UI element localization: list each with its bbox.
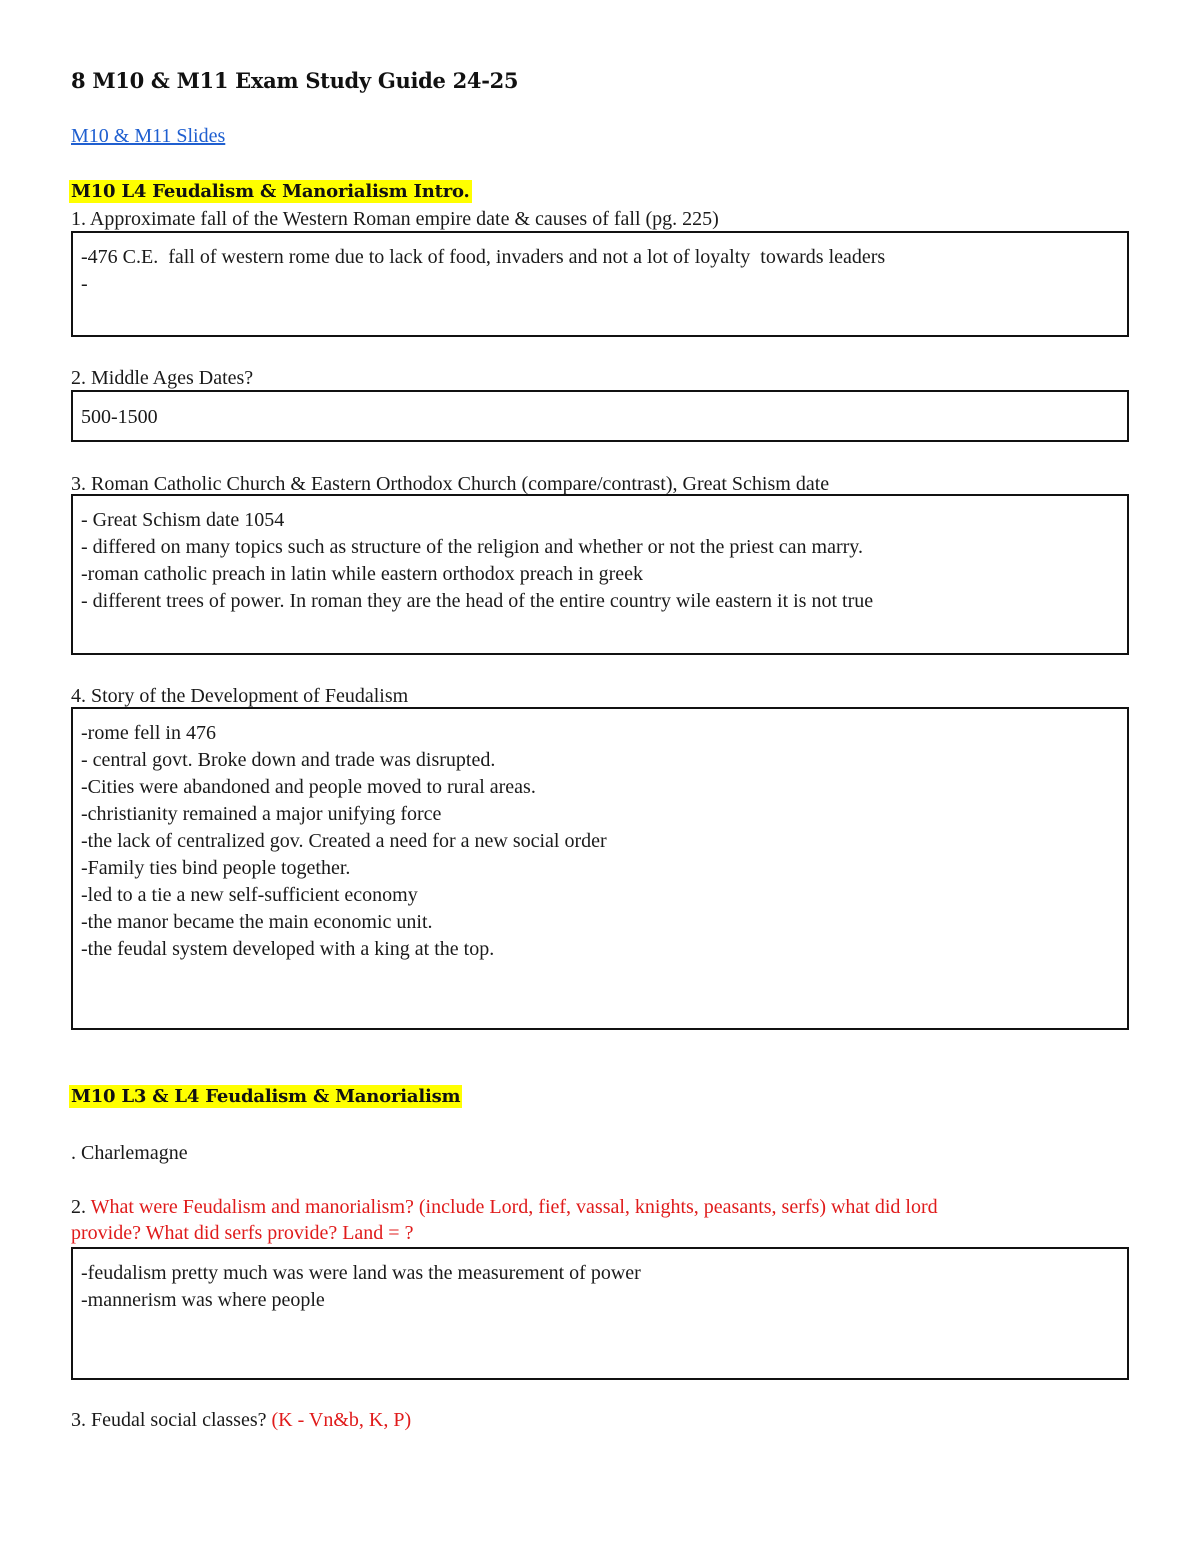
q2-answer-box[interactable]: [71, 390, 1129, 442]
q4-prompt: 4. Story of the Development of Feudalism: [71, 685, 409, 707]
slides-link[interactable]: M10 & M11 Slides: [71, 125, 226, 147]
s2-q2-prompt-line2: provide? What did serfs provide? Land = ?: [71, 1222, 414, 1244]
q4-answer-line: -christianity remained a major unifying force: [81, 803, 442, 825]
s2-q2-number: 2.: [71, 1196, 91, 1218]
q4-answer-line: -the manor became the main economic unit.: [81, 911, 433, 933]
page-title: 8 M10 & M11 Exam Study Guide 24-25: [71, 68, 519, 93]
q2-prompt: 2. Middle Ages Dates?: [71, 367, 254, 389]
q4-answer-line: -Family ties bind people together.: [81, 857, 351, 879]
q1-answer-line: -476 C.E. fall of western rome due to lack of food, invaders and not a lot of loyalty towards leaders: [81, 246, 886, 268]
q3-prompt: 3. Roman Catholic Church & Eastern Orthodox Church (compare/contrast), Great Schism date: [71, 473, 830, 495]
section2-heading: M10 L3 & L4 Feudalism & Manorialism: [71, 1086, 461, 1107]
q4-answer-line: -the lack of centralized gov. Created a need for a new social order: [81, 830, 607, 852]
s2-q2-prompt: [71, 1194, 938, 1246]
q4-answer-line: -rome fell in 476: [81, 722, 216, 744]
q4-answer-line: -led to a tie a new self-sufficient economy: [81, 884, 418, 906]
q1-answer-line: -: [81, 273, 88, 295]
section1-heading: M10 L4 Feudalism & Manorialism Intro.: [71, 181, 470, 202]
q4-answer-line: -the feudal system developed with a king at the top.: [81, 938, 495, 960]
q4-answer-line: -Cities were abandoned and people moved to rural areas.: [81, 776, 536, 798]
s2-q3-hint: (K - Vn&b, K, P): [271, 1409, 412, 1431]
s2-q2-answer-line: -mannerism was where people: [81, 1289, 325, 1311]
q2-answer-line: 500-1500: [81, 406, 158, 428]
q4-answer-box[interactable]: [71, 707, 1129, 1030]
q3-answer-line: -roman catholic preach in latin while eastern orthodox preach in greek: [81, 563, 643, 585]
charlemagne-item: . Charlemagne: [71, 1142, 188, 1164]
q1-prompt: 1. Approximate fall of the Western Roman empire date & causes of fall (pg. 225): [71, 208, 719, 230]
s2-q2-prompt-line1: What were Feudalism and manorialism? (include Lord, fief, vassal, knights, peasants, serfs) what did lord: [90, 1196, 938, 1218]
s2-q2-answer-box[interactable]: [71, 1247, 1129, 1380]
q3-answer-line: - different trees of power. In roman they are the head of the entire country wile eastern it is not true: [81, 590, 874, 612]
s2-q2-answer-line: -feudalism pretty much was were land was the measurement of power: [81, 1262, 641, 1284]
s2-q3-prompt: 3. Feudal social classes?: [71, 1409, 272, 1431]
q3-answer-line: - Great Schism date 1054: [81, 509, 285, 531]
s2-q3: [71, 1407, 411, 1433]
q3-answer-box[interactable]: [71, 494, 1129, 655]
q3-answer-line: - differed on many topics such as structure of the religion and whether or not the priest can marry.: [81, 536, 863, 558]
q4-answer-line: - central govt. Broke down and trade was disrupted.: [81, 749, 496, 771]
q1-answer-box[interactable]: [71, 231, 1129, 337]
